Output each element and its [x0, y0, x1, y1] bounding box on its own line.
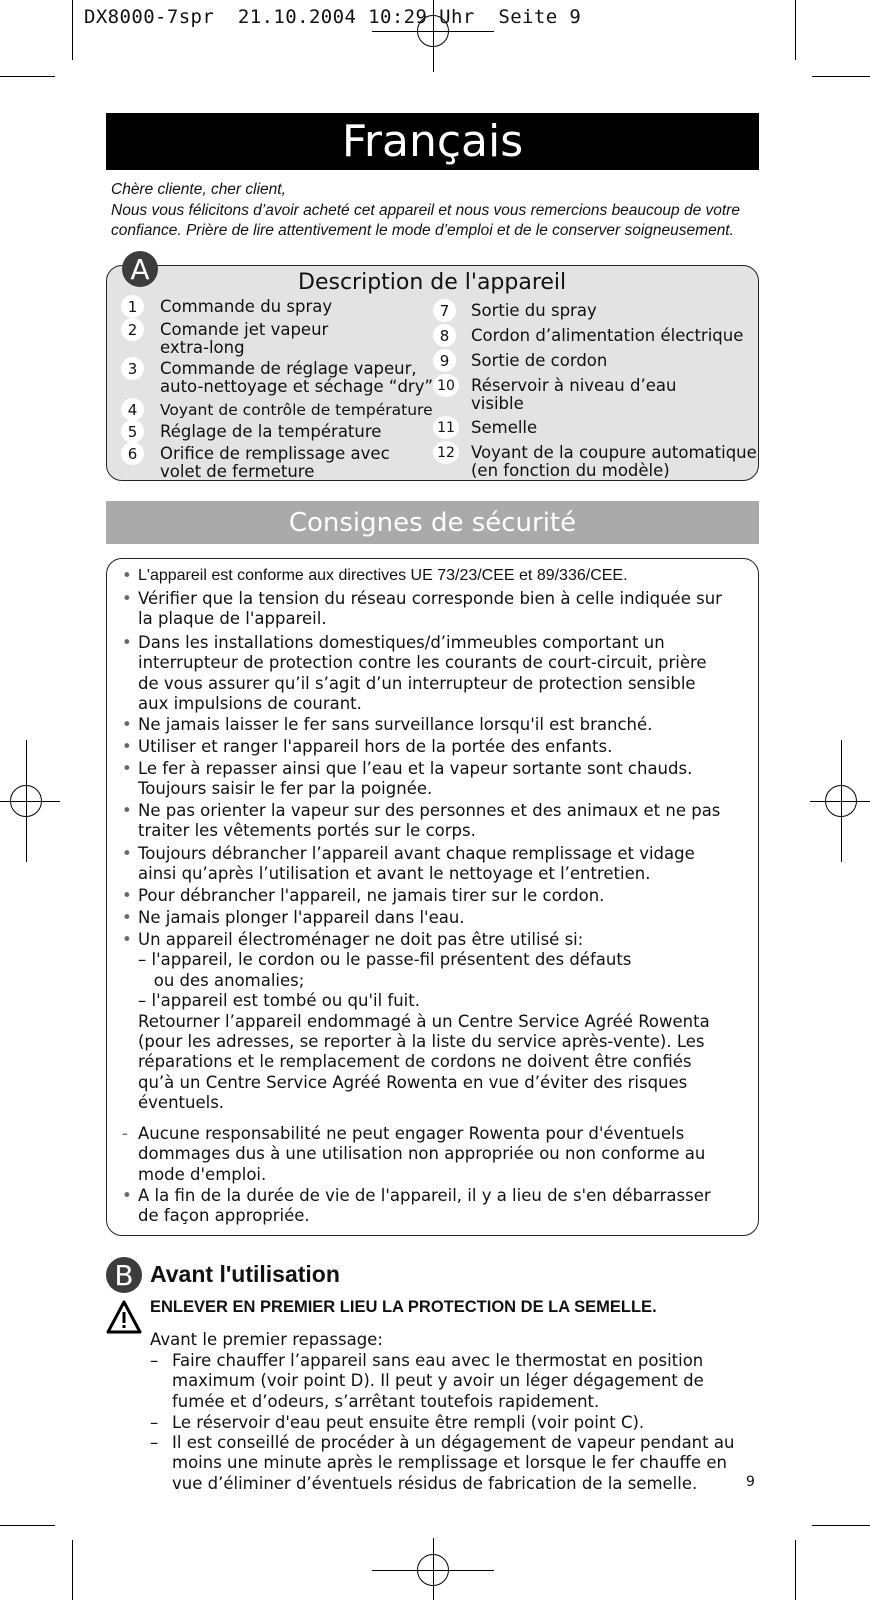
- step-item: [172, 1351, 704, 1412]
- bullet-marker: •: [122, 589, 132, 608]
- safety-line: – l'appareil, le cordon ou le passe-fil présentent des défauts: [138, 950, 632, 970]
- bullet-marker: •: [122, 633, 132, 652]
- safety-item: [122, 1124, 706, 1185]
- safety-item: [122, 566, 628, 586]
- bullet-marker: •: [122, 715, 132, 734]
- item-number: 6: [121, 442, 144, 465]
- safety-line: de vous assurer qu’il s’agit d’un interrupteur de protection sensible: [138, 673, 696, 693]
- safety-item: [122, 801, 721, 842]
- bullet-marker: •: [122, 930, 132, 949]
- item-number: 12: [433, 441, 459, 464]
- safety-line: mode d'emploi.: [138, 1164, 267, 1184]
- crop-mark: [72, 0, 73, 60]
- intro-greeting: Chère cliente, cher client,: [111, 181, 286, 198]
- intro-text: [111, 180, 771, 242]
- page-number: 9: [746, 1474, 755, 1490]
- safety-line: Un appareil électroménager ne doit pas être utilisé si:: [138, 930, 584, 949]
- safety-item: [122, 930, 710, 1114]
- step-line: fumée et d’odeurs, s’arrêtant toutefois rapidement.: [172, 1391, 600, 1411]
- bullet-marker: •: [122, 908, 132, 927]
- safety-line: interrupteur de protection contre les courants de court-circuit, prière: [138, 653, 707, 673]
- description-title: Description de l'appareil: [298, 270, 567, 295]
- item-number: 3: [121, 357, 144, 380]
- item-label: Sortie du spray: [471, 301, 597, 320]
- step-item: [172, 1433, 734, 1494]
- print-header: DX8000-7spr 21.10.2004 10:29 Uhr Seite 9: [84, 6, 582, 28]
- safety-line: A la fin de la durée de vie de l'appareil, il y a lieu de s'en débarrasser: [138, 1186, 711, 1205]
- crop-mark: [795, 1540, 796, 1600]
- step-line: Le réservoir d'eau peut ensuite être rempli (voir point C).: [172, 1413, 645, 1432]
- safety-line: Vérifier que la tension du réseau corresponde bien à celle indiquée sur: [138, 589, 722, 608]
- intro-line: Nous vous félicitons d’avoir acheté cet appareil et nous vous remercions beaucoup de votre: [111, 201, 740, 219]
- safety-line: ou des anomalies;: [138, 970, 305, 990]
- registration-circle: [10, 785, 42, 817]
- item-label: Commande de réglage vapeur, auto-nettoyage et séchage “dry”: [160, 359, 434, 396]
- before-use-intro: Avant le premier repassage:: [150, 1330, 383, 1349]
- step-line: Faire chauffer l’appareil sans eau avec le thermostat en position: [172, 1351, 704, 1370]
- crop-mark: [0, 76, 55, 77]
- bullet-marker: •: [122, 844, 132, 863]
- safety-line: Dans les installations domestiques/d’immeubles comportant un: [138, 633, 665, 652]
- step-item: [172, 1413, 644, 1433]
- safety-line: Ne pas orienter la vapeur sur des personnes et des animaux et ne pas: [138, 801, 721, 820]
- bullet-marker: •: [122, 737, 132, 756]
- item-number: 9: [433, 349, 456, 372]
- page-title: Français: [106, 113, 759, 170]
- item-number: 10: [433, 374, 459, 397]
- safety-line: de façon appropriée.: [138, 1206, 310, 1226]
- item-label: Réglage de la température: [160, 422, 382, 441]
- safety-line: Pour débrancher l'appareil, ne jamais tirer sur le cordon.: [138, 886, 605, 905]
- registration-circle: [825, 785, 857, 817]
- item-number: 1: [121, 295, 144, 318]
- safety-line: Toujours saisir le fer par la poignée.: [138, 779, 433, 799]
- safety-line: Ne jamais plonger l'appareil dans l'eau.: [138, 908, 465, 927]
- safety-item: [122, 715, 653, 735]
- safety-item: [122, 886, 605, 906]
- safety-item: [122, 1186, 711, 1227]
- item-label: Orifice de remplissage avec volet de fermeture: [160, 444, 390, 481]
- safety-item: [122, 633, 707, 715]
- safety-line: Le fer à repasser ainsi que l’eau et la vapeur sortante sont chauds.: [138, 759, 693, 778]
- item-label: Sortie de cordon: [471, 351, 608, 370]
- crop-mark: [72, 1540, 73, 1600]
- item-label: Semelle: [471, 418, 538, 437]
- section-badge-b: B: [106, 1257, 142, 1293]
- safety-item: [122, 759, 693, 800]
- registration-circle: [417, 1554, 449, 1586]
- warning-text: ENLEVER EN PREMIER LIEU LA PROTECTION DE LA SEMELLE.: [150, 1298, 657, 1316]
- item-number: 4: [121, 398, 144, 421]
- safety-item: [122, 908, 465, 928]
- safety-line: Toujours débrancher l’appareil avant chaque remplissage et vidage: [138, 844, 695, 863]
- step-line: vue d’éliminer d’éventuels résidus de fabrication de la semelle.: [172, 1473, 698, 1493]
- bullet-marker: •: [122, 886, 132, 905]
- intro-line: confiance. Prière de lire attentivement le mode d’emploi et de le conserver soigneusement.: [111, 222, 734, 239]
- item-number: 7: [433, 299, 456, 322]
- item-label: Réservoir à niveau d’eau visible: [471, 376, 677, 413]
- crop-mark: [812, 1525, 870, 1526]
- safety-title: Consignes de sécurité: [106, 501, 759, 544]
- safety-line: éventuels.: [138, 1093, 225, 1113]
- safety-line: L'appareil est conforme aux directives UE 73/23/CEE et 89/336/CEE.: [138, 567, 628, 584]
- safety-line: traiter les vêtements portés sur le corps.: [138, 821, 476, 841]
- safety-line: (pour les adresses, se reporter à la liste du service après-vente). Les: [138, 1032, 705, 1052]
- item-number: 2: [121, 318, 144, 341]
- item-label: Comande jet vapeur extra-long: [160, 320, 329, 357]
- item-label: Commande du spray: [160, 297, 333, 316]
- item-label: Cordon d’alimentation électrique: [471, 326, 744, 345]
- step-dash: –: [150, 1413, 159, 1432]
- step-dash: –: [150, 1351, 159, 1370]
- item-number: 11: [433, 416, 459, 439]
- crop-mark: [812, 76, 870, 77]
- safety-line: Utiliser et ranger l'appareil hors de la portée des enfants.: [138, 737, 613, 756]
- section-title: Avant l'utilisation: [150, 1261, 340, 1287]
- safety-line: Ne jamais laisser le fer sans surveillance lorsqu'il est branché.: [138, 715, 653, 734]
- safety-item: [122, 737, 613, 757]
- bullet-marker: •: [122, 801, 132, 820]
- safety-item: [122, 844, 695, 885]
- bullet-marker: -: [122, 1124, 128, 1143]
- bullet-marker: •: [122, 1186, 132, 1205]
- item-number: 5: [121, 420, 144, 443]
- safety-item: [122, 589, 722, 630]
- step-line: moins une minute après le remplissage et lorsque le fer chauffe en: [172, 1453, 727, 1473]
- safety-line: Retourner l’appareil endommagé à un Centre Service Agréé Rowenta: [138, 1011, 710, 1031]
- safety-line: dommages dus à une utilisation non appropriée ou non conforme au: [138, 1144, 706, 1164]
- warning-icon: [106, 1300, 142, 1338]
- safety-line: aux impulsions de courant.: [138, 694, 362, 714]
- safety-line: – l'appareil est tombé ou qu'il fuit.: [138, 991, 420, 1011]
- safety-line: la plaque de l'appareil.: [138, 609, 327, 629]
- item-label: Voyant de la coupure automatique (en fonction du modèle): [471, 443, 757, 480]
- item-label: Voyant de contrôle de température: [160, 401, 433, 419]
- item-number: 8: [433, 324, 456, 347]
- safety-line: Aucune responsabilité ne peut engager Rowenta pour d'éventuels: [138, 1124, 685, 1143]
- step-dash: –: [150, 1433, 159, 1452]
- safety-line: réparations et le remplacement de cordons ne doivent être confiés: [138, 1052, 692, 1072]
- bullet-marker: •: [122, 566, 132, 585]
- safety-line: ainsi qu’après l’utilisation et avant le nettoyage et l’entretien.: [138, 864, 651, 884]
- bullet-marker: •: [122, 759, 132, 778]
- section-badge-a: A: [122, 251, 158, 287]
- crop-mark: [0, 1525, 55, 1526]
- step-line: Il est conseillé de procéder à un dégagement de vapeur pendant au: [172, 1433, 735, 1452]
- step-line: maximum (voir point D). Il peut y avoir un léger dégagement de: [172, 1371, 704, 1391]
- safety-line: qu’à un Centre Service Agréé Rowenta en vue d’éviter des risques: [138, 1072, 688, 1092]
- crop-mark: [795, 0, 796, 60]
